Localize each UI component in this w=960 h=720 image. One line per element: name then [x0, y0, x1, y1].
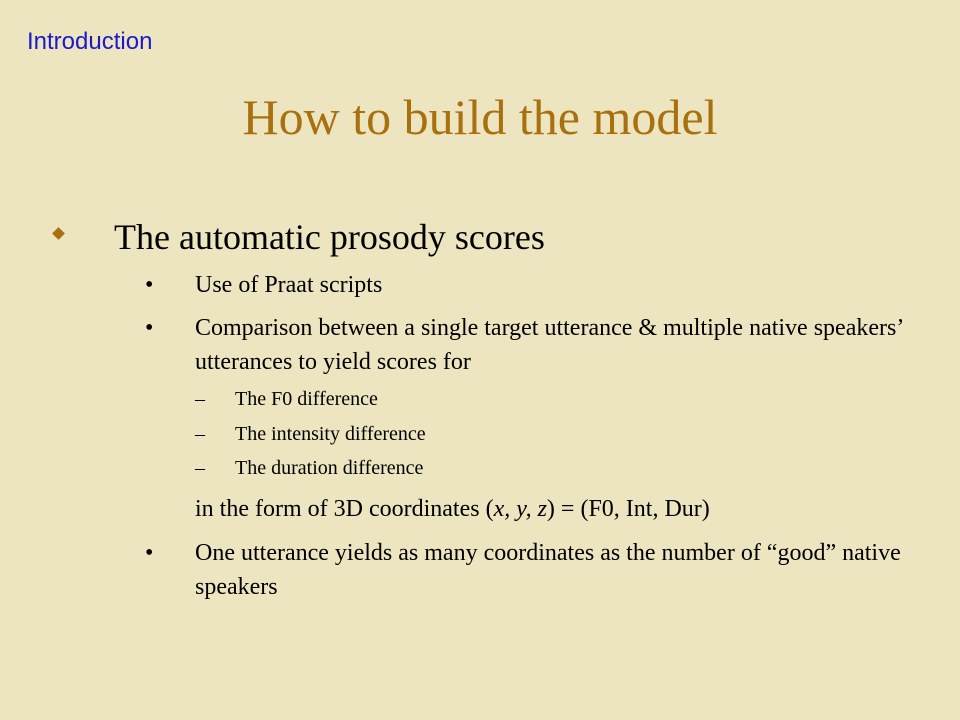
- main-bullet-text: The automatic prosody scores: [114, 217, 545, 257]
- bullet-text: Use of Praat scripts: [195, 272, 383, 298]
- continuation-before: in the form of 3D coordinates (: [195, 496, 494, 522]
- continuation-line: [195, 492, 710, 526]
- continuation-after: ) = (F0, Int, Dur): [546, 496, 710, 522]
- sub-bullet-text: The intensity difference: [235, 423, 426, 445]
- bullet-text: Comparison between a single target utterance & multiple native speakers’ utterances to yield scores for: [195, 315, 903, 375]
- bullet-dot-icon: •: [145, 272, 154, 298]
- sub-bullet-text: The duration difference: [235, 457, 424, 479]
- sub-bullet-text: The F0 difference: [235, 388, 378, 410]
- dash-icon: –: [195, 423, 205, 445]
- dash-icon: –: [195, 388, 205, 410]
- section-label: Introduction: [27, 28, 153, 55]
- bullet-text: One utterance yields as many coordinates as the number of “good” native speakers: [195, 540, 901, 600]
- continuation-coords: x, y, z: [493, 496, 547, 522]
- diamond-bullet-icon: [52, 227, 65, 240]
- bullet-dot-icon: •: [145, 540, 154, 566]
- bullet-dot-icon: •: [145, 315, 154, 341]
- dash-icon: –: [195, 457, 205, 479]
- slide-title: How to build the model: [242, 89, 718, 145]
